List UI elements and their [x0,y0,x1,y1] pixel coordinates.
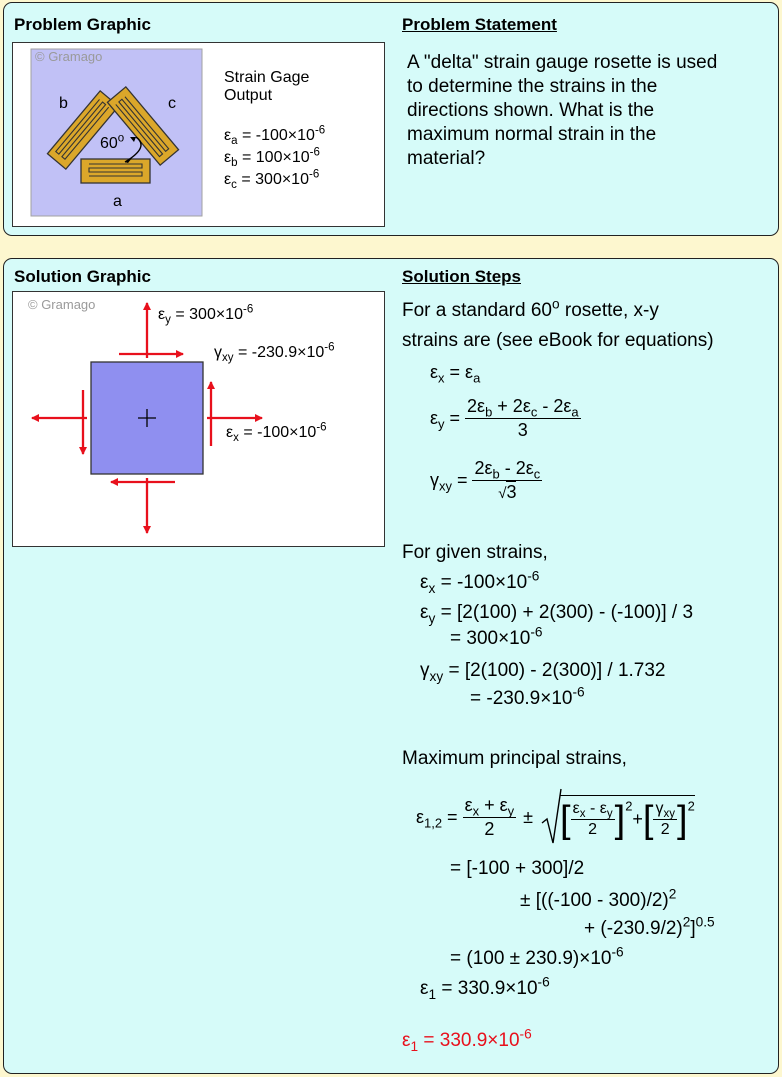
principal-line-1: = [-100 + 300]/2 [450,858,585,879]
problem-statement-heading: Problem Statement [402,15,557,34]
diagram-gxy: $\gamma_{xy} = -230.9\times 10^{-6}$ [214,341,335,365]
principal-formula: $\varepsilon_{1,2}$ = $\frac{\varepsilon_x + \varepsilon_y}{2}$ ± [ $\frac{\varepsilon_x - \varepsilon_y}{2}$ ]$^2$+[ $\frac{\gamma_{xy}}{2}$ ]$^2$ [416,787,695,847]
intro-line-1: For a standard 60$^o$ rosette, x-y [402,296,659,321]
problem-graphic-heading: Problem Graphic [14,15,151,34]
final-answer: $\varepsilon_1 = 330.9\times 10^{-6}$ [402,1026,532,1054]
solution-graphic-heading: Solution Graphic [14,267,151,286]
solution-panel [3,258,779,1074]
strain-b: $\varepsilon_b = 100\times 10^{-6}$ [224,146,320,170]
formula-ex: $\varepsilon_x = \varepsilon_a$ [430,362,481,386]
strain-c: $\varepsilon_c = 300\times 10^{-6}$ [224,168,320,192]
intro-line-2: strains are (see eBook for equations) [402,330,714,351]
rosette-figure [13,43,383,225]
principal-e1: $\varepsilon_1 = 330.9\times 10^{-6}$ [420,974,550,1002]
specimen-plate [31,49,202,216]
principal-line-3: + $(-230.9/2)^2]^{0.5}$ [584,914,715,939]
problem-panel [3,2,779,236]
gauge-label-c: c [168,95,176,112]
gauge-a [81,159,150,183]
given-title: For given strains, [402,542,548,563]
max-title: Maximum principal strains, [402,748,627,769]
problem-statement: A "delta" strain gauge rosette is used to determine the strains in the directions shown. What is the maximum normal strain in the material? [407,52,718,169]
watermark: © Gramago [35,49,103,64]
formula-ey: $\varepsilon_y$ = $\frac{2\varepsilon_b + 2\varepsilon_c - 2\varepsilon_a}{3}$ [430,396,579,440]
solution-steps-heading: Solution Steps [402,267,521,286]
strain-a: $\varepsilon_a = -100\times 10^{-6}$ [224,124,326,148]
watermark: © Gramago [28,297,96,312]
diagram-ey: $\varepsilon_y = 300\times 10^{-6}$ [158,303,254,327]
diagram-ex: $\varepsilon_x = -100\times 10^{-6}$ [226,421,327,445]
principal-line-4: = $(100 \pm 230.9)\times 10^{-6}$ [450,944,624,969]
gauge-label-b: b [59,95,68,112]
angle-label: 60$^o$ [100,132,125,152]
given-gxy-result: = $-230.9\times 10^{-6}$ [470,684,585,709]
given-ex: $\varepsilon_x = -100\times 10^{-6}$ [420,568,540,596]
radical-sign [540,787,562,847]
output-title: Strain Gage Output [224,69,310,104]
given-gxy: $\gamma_{xy} = [2(100) - 2(300)] / 1.732$ [420,660,666,684]
given-ey-result: = $300\times 10^{-6}$ [450,624,543,649]
gauge-label-a: a [113,193,122,210]
formula-gxy: $\gamma_{xy}$ = $\frac{2\varepsilon_b - 2\varepsilon_c}{√3}$ [430,458,541,502]
solution-graphic-box [12,291,385,547]
given-ey: $\varepsilon_y = [2(100) + 2(300) - (-100)] / 3$ [420,602,694,626]
problem-graphic-box [12,42,385,227]
stress-element-figure [13,292,383,545]
principal-line-2: ± [((-100 - 300)/2)$^2$ [520,886,677,911]
